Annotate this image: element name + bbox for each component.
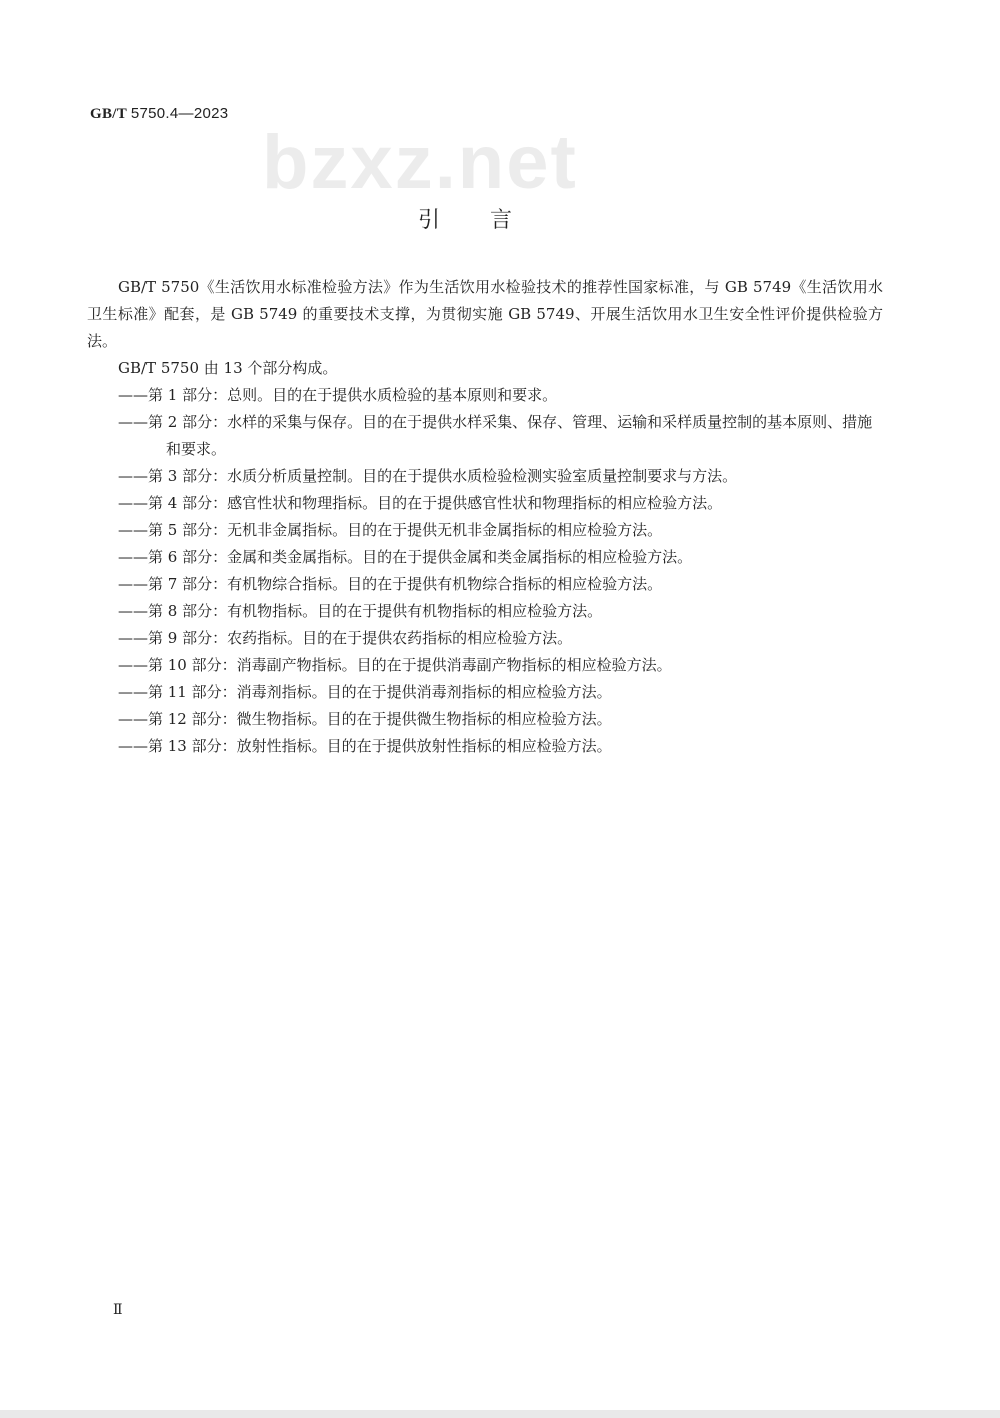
page-number: Ⅱ (113, 1302, 123, 1318)
list-item: ——第 13 部分：放射性指标。目的在于提供放射性指标的相应检验方法。 (118, 737, 612, 755)
document-body (87, 274, 883, 760)
list-item: ——第 4 部分：感官性状和物理指标。目的在于提供感官性状和物理指标的相应检验方法。 (118, 494, 723, 512)
paragraph: GB/T 5750 由 13 个部分构成。 (118, 359, 338, 377)
list-item: ——第 8 部分：有机物指标。目的在于提供有机物指标的相应检验方法。 (118, 602, 603, 620)
standard-code-prefix: GB/T (90, 106, 127, 122)
list-item: ——第 5 部分：无机非金属指标。目的在于提供无机非金属指标的相应检验方法。 (118, 521, 663, 539)
page-title: 引言 (417, 208, 562, 233)
list-item: ——第 1 部分：总则。目的在于提供水质检验的基本原则和要求。 (118, 386, 558, 404)
paragraph: GB/T 5750《生活饮用水标准检验方法》作为生活饮用水检验技术的推荐性国家标准，与 GB 5749《生活饮用水卫生标准》配套，是 GB 5749 的重要技术支撑，为贯彻实施 GB 5749、开展生活饮用水卫生安全性评价提供检验方法。 (87, 278, 883, 350)
list-item: ——第 2 部分：水样的采集与保存。目的在于提供水样采集、保存、管理、运输和采样质量控制的基本原则、措施和要求。 (118, 413, 873, 458)
list-item: ——第 7 部分：有机物综合指标。目的在于提供有机物综合指标的相应检验方法。 (118, 575, 663, 593)
list-item: ——第 12 部分：微生物指标。目的在于提供微生物指标的相应检验方法。 (118, 710, 612, 728)
list-item: ——第 3 部分：水质分析质量控制。目的在于提供水质检验检测实验室质量控制要求与方法。 (118, 467, 738, 485)
standard-code-number: 5750.4—2023 (130, 105, 229, 122)
page-edge (0, 1410, 1000, 1418)
list-item: ——第 10 部分：消毒副产物指标。目的在于提供消毒副产物指标的相应检验方法。 (118, 656, 672, 674)
standard-code-header (90, 105, 228, 123)
list-item: ——第 9 部分：农药指标。目的在于提供农药指标的相应检验方法。 (118, 629, 573, 647)
watermark: bzxz.net (262, 120, 578, 205)
list-item: ——第 6 部分：金属和类金属指标。目的在于提供金属和类金属指标的相应检验方法。 (118, 548, 693, 566)
list-item: ——第 11 部分：消毒剂指标。目的在于提供消毒剂指标的相应检验方法。 (118, 683, 612, 701)
